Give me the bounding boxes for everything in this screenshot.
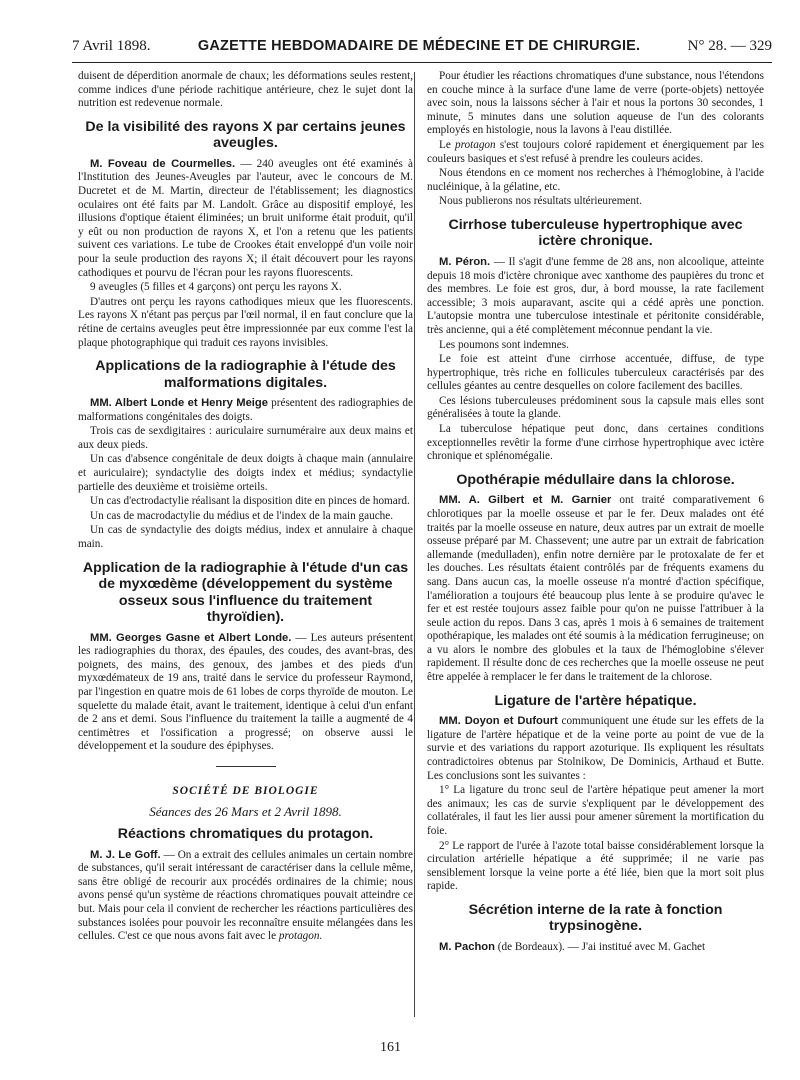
paragraph: Ces lésions tuberculeuses prédominent sous la capsule mais elles sont généralisées à toute la glande. [427, 394, 764, 421]
italic-text: protagon. [278, 930, 323, 943]
section-separator [216, 766, 276, 767]
paragraph [427, 256, 764, 338]
paragraph: Pour étudier les réactions chromatiques d'une substance, nous l'étendons en couche mince à la surface d'une lame de verre (porte-objets) nettoyée avec soin, nous la laissons sécher à l'air et nous la portons 30 secondes, 1 minute, 5 minutes dans une solution aqueuse de l'un des colorants employés en histologie, nous la lavons à l'eau distillée. [427, 70, 764, 137]
section-title-cirrhose: Cirrhose tuberculeuse hypertrophique avec ictère chronique. [448, 216, 743, 250]
text: Le [439, 138, 451, 151]
paragraph: 2° Le rapport de l'urée à l'azote total baisse considérablement lorsque la circulation artérielle hépatique a été supprimée; il ne varie pas sensiblement lorsque la veine porte a été liée, bien que la mort soit plus rapide. [427, 839, 764, 893]
right-column [427, 70, 764, 955]
author: MM. A. Gilbert et M. Garnier [439, 494, 612, 507]
author: M. Péron. [439, 255, 491, 268]
society-heading: SOCIÉTÉ DE BIOLOGIE [172, 784, 319, 797]
text: — Il s'agit d'une femme de 28 ans, non alcoolique, atteinte depuis 18 mois d'ictère chronique avec xanthome des paupières du tronc et des membres. Le foie est gros, dur, à bord mousse, la rate facilement accessible; 3 mois auparavant, ascite qui a cédé après une ponction. L'autopsie montra une tuberculose intestinale et péritonite considérable, très ancienne, qui a été complètement méconnue pendant la vie. [427, 255, 765, 336]
paragraph [78, 849, 413, 944]
paragraph: Nous étendons en ce moment nos recherches à l'hémoglobine, à l'acide nucléinique, à la gélatine, etc. [427, 167, 764, 193]
journal-title: GAZETTE HEBDOMADAIRE DE MÉDECINE ET DE CHIRURGIE. [197, 38, 641, 54]
author: M. Foveau de Courmelles. [90, 157, 236, 170]
column-divider [414, 72, 415, 1017]
author: M. J. Le Goff. [90, 848, 161, 861]
paragraph: Un cas d'ectrodactylie réalisant la disposition dite en pinces de homard. [90, 495, 410, 508]
text: — 240 aveugles ont été examinés à l'Institution des Jeunes-Aveugles par l'auteur, avec le concours de M. Ducretet et de M. Martin, directeur de l'établissement; les diagnostics oculaires ont été faits par M. Landolt. Grâce au dispositif employé, les illusions d'optique étaient éliminées; un bruit uniforme était produit, qu'il y eût ou non production de rayons X, et l'on a retenu que les patients suivent ces variations. Le tube de Crookes était enveloppé d'un voile noir pour la seule production des rayons X; il était découvert pour les rayons cathodiques et pourvu de l'écran pour les rayons fluorescents. [78, 157, 413, 279]
author: MM. Doyon et Dufourt [439, 715, 558, 728]
paragraph: 1° La ligature du tronc seul de l'artère hépatique peut amener la mort des animaux; les cas de survie s'expliquent par le développement des collatérales, il faut les lier aussi pour amener sûrement la mortification du foie. [427, 784, 764, 837]
left-column [78, 70, 413, 945]
paragraph [427, 715, 764, 783]
text: ont traité comparativement 6 chlorotiques par la moelle osseuse et par le fer. Deux malades ont été traités par la moelle osseuse en nature, deux autres par un extrait de moelle osseuse préparé par M. Chassevent; une autre par un extrait de fabrication allemande (medulladen), enfin notre dernière par le protoxalate de fer et les douches. Les résultats étaient contrôlés par de fréquents examens du sang. Dans aucun cas, la moelle osseuse n'a montré d'action spécifique, l'amélioration a toujours été beaucoup plus lente à se produire qu'avec le fer et est restée toujours assez faible pour qu'on ne puisse l'attribuer à la seule action du repos. Dans 3 cas, après 1 mois à 6 semaines de traitement opothérapique, les malades ont été soumis à la médication ferrugineuse; on a vu alors le nombre des globules et la taux de l'hémoglobine s'élever rapidement. Il résulte donc de ces recherches que la moelle osseuse ne peut être appelée à remplacer le fer dans le traitement de la chlorose. [427, 494, 765, 684]
issue-page-number: N° 28. — 329 [687, 38, 772, 54]
paragraph [78, 397, 413, 424]
paragraph: Un cas de macrodactylie du médius et de l'index de la main gauche. [90, 509, 394, 522]
paragraph: Le foie est atteint d'une cirrhose accentuée, diffuse, de type hypertrophique, très riche en follicules tuberculeux caractérisés par des cellules géantes au centre desquelles on colore facilement des bacilles. [427, 353, 764, 393]
section-title-malformations: Applications de la radiographie à l'étude des malformations digitales. [95, 358, 396, 391]
paragraph: Trois cas de sexdigitaires : auriculaire surnuméraire aux deux mains et aux deux pieds. [78, 425, 413, 451]
paragraph: La tuberculose hépatique peut donc, dans certaines conditions exceptionnelles revêtir la forme d'une cirrhose hypertrophique avec ictère chronique et splénomégalie. [427, 423, 764, 463]
section-title-rate: Sécrétion interne de la rate à fonction trypsinogène. [468, 901, 723, 935]
paragraph: Un cas d'absence congénitale de deux doigts à chaque main (annulaire et auriculaire); syndactylie des doigts index et médius; syndactylie partielle des deuxième et troisième orteils. [78, 453, 413, 493]
paragraph [427, 139, 764, 166]
text: — Les auteurs présentent les radiographies du thorax, des épaules, des coudes, des avant-bras, des poignets, des mains, des genoux, des jambes et des pieds d'un myxœdémateux de 19 ans, traité dans le service du professeur Raymond, par l'ingestion en quatre mois de 61 lobes de corps thyroïde de mouton. Le squelette du malade était, avant le traitement, identique à celui d'un enfant de 2 ans et demi. Sous l'influence du traitement la taille a augmenté de 4 centimètres et l'ossification a progressé; on observe aussi le développement et la soudure des épiphyses. [78, 631, 413, 753]
paragraph [78, 632, 413, 754]
author: MM. Georges Gasne et Albert Londe. [90, 631, 292, 644]
paragraph [78, 158, 413, 280]
running-head [72, 38, 772, 58]
text: (de Bordeaux). — J'ai institué avec M. Gachet [497, 940, 706, 953]
paragraph: 9 aveugles (5 filles et 4 garçons) ont perçu les rayons X. [90, 281, 342, 294]
issue-date: 7 Avril 1898. [72, 38, 151, 54]
text: présentent des radiographies de malformations congénitales des doigts. [78, 397, 413, 423]
section-title-protagon: Réactions chromatiques du protagon. [117, 826, 374, 843]
section-title-chlorose: Opothérapie médullaire dans la chlorose. [456, 471, 735, 488]
paragraph: Nous publierons nos résultats ultérieurement. [439, 195, 642, 208]
italic-text: protagon [455, 138, 496, 151]
paragraph: Les poumons sont indemnes. [439, 338, 569, 351]
text: — On a extrait des cellules animales un certain nombre de substances, qu'il serait intéressant de caractériser dans la cellule même, sans être obligé de recourir aux procédés ordinaires de la chimie; nous avons pensé qu'un système de réactions chromatiques pouvait atteindre ce but. Mais pour cela il convient de rechercher les réactions particulières des substances isolées pour pouvoir les reconnaître ensuite mélangées dans les cellules. C'est ce que nous avons fait avec le [78, 848, 414, 943]
header-rule [72, 62, 772, 63]
sessions-heading: Séances des 26 Mars et 2 Avril 1898. [149, 803, 342, 819]
intro-paragraph: duisent de déperdition anormale de chaux; les déformations seules restent, comme indices d'une période rachitique antérieure, chez le sujet dont la nutrition est redevenue normale. [78, 70, 413, 110]
author: M. Pachon [439, 940, 495, 953]
text: communiquent une étude sur les effets de la ligature de l'artère hépatique et de la veine porte au point de vue de la survie et des variations du rapport azoturique. Ils expliquent les résultats contradictoires obtenus par Stolnikow, De Dominicis, Arthaud et Butte. Les conclusions sont les suivantes : [427, 715, 764, 782]
paragraph [427, 941, 764, 955]
author: MM. Albert Londe et Henry Meige [90, 397, 268, 410]
section-title-rayons-x: De la visibilité des rayons X par certains jeunes aveugles. [85, 118, 406, 152]
text: s'est toujours coloré rapidement et énergiquement par les couleurs basiques et s'est refusé à prendre les couleurs acides. [427, 138, 765, 165]
paragraph: D'autres ont perçu les rayons cathodiques mieux que les fluorescents. Les rayons X n'étant pas perçus par l'œil normal, il en faut conclure que la rétine de certains aveugles peut être impressionnée par eux comme l'est la plaque photographique qui traduit ces rayons invisibles. [78, 295, 413, 349]
paragraph: Un cas de syndactylie des doigts médius, index et annulaire à chaque main. [78, 524, 413, 551]
paragraph [427, 494, 764, 684]
section-title-ligature: Ligature de l'artère hépatique. [494, 692, 697, 709]
section-title-myxoedeme: Application de la radiographie à l'étude d'un cas de myxœdème (développement du système osseux sous l'influence du traitement thyroïdien). [82, 559, 409, 626]
page-folio: 161 [380, 1040, 401, 1055]
